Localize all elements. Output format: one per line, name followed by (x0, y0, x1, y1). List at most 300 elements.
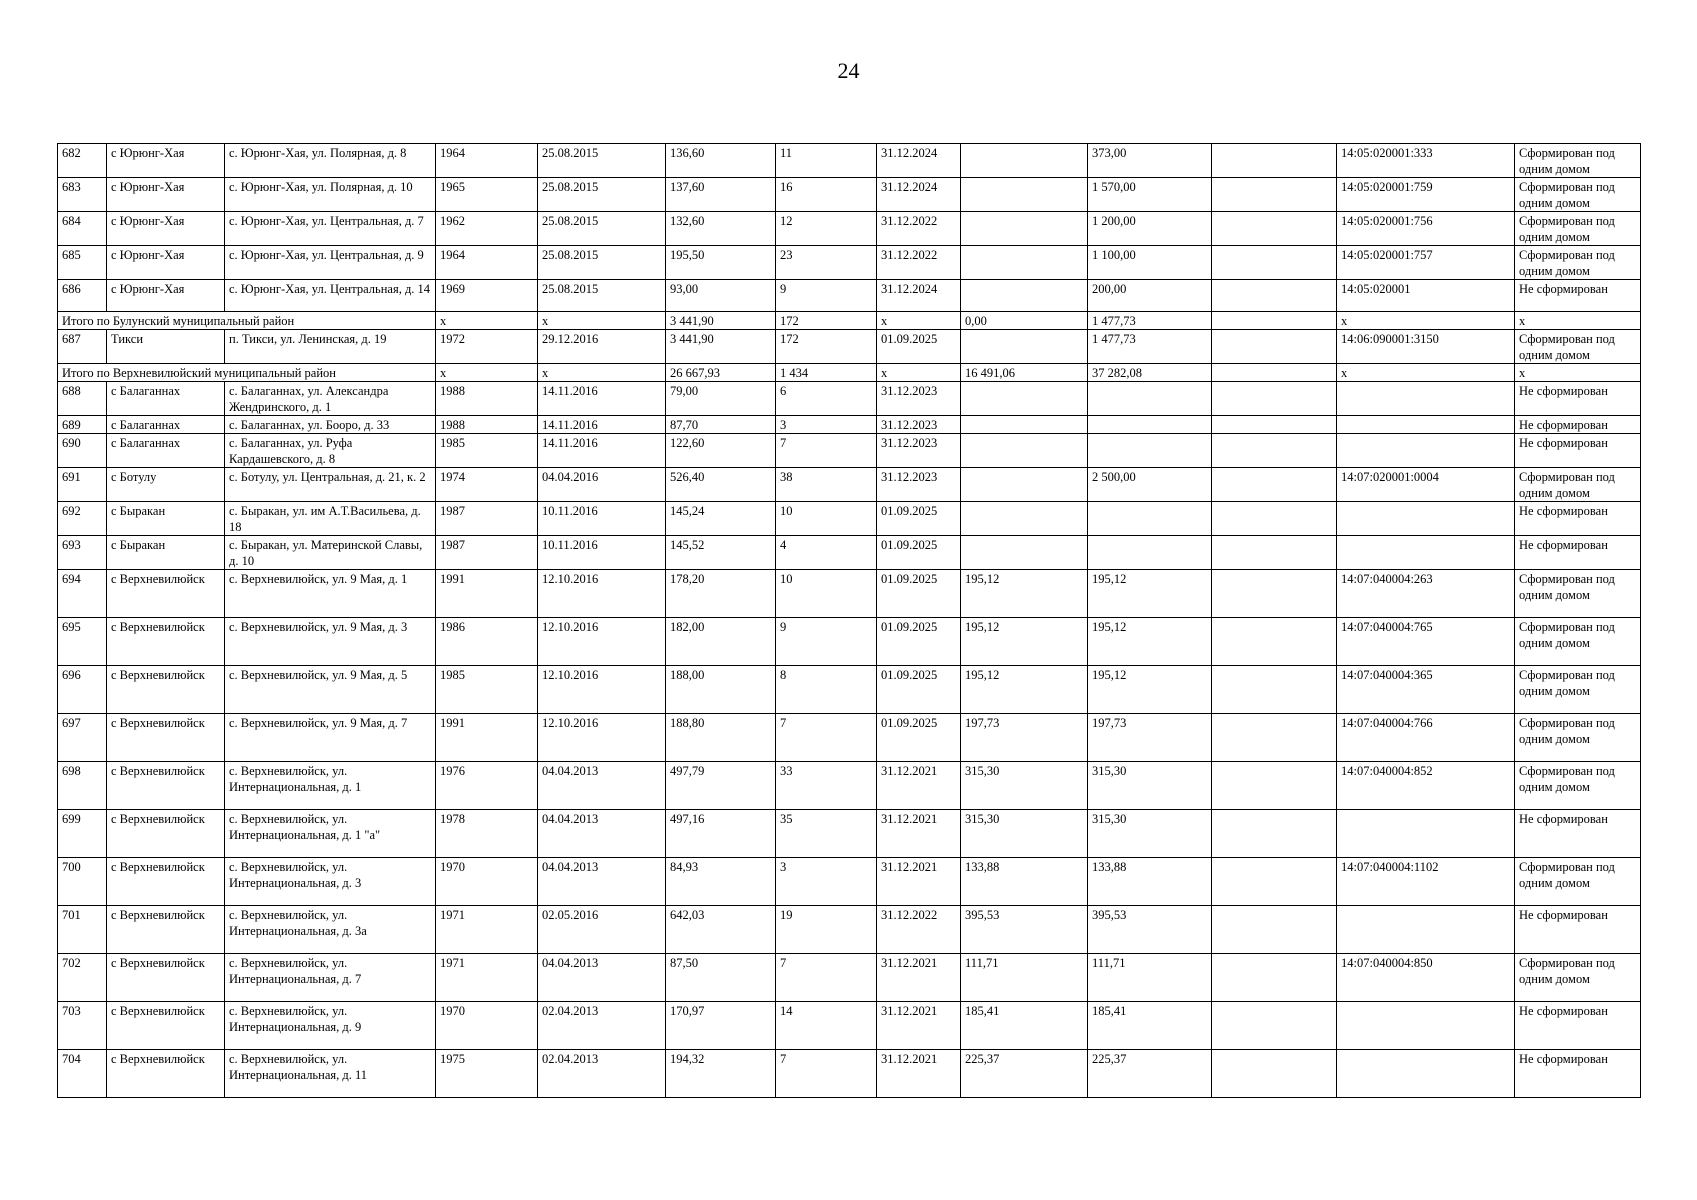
cell-residents: 10 (776, 570, 877, 618)
cell-year-built: 1978 (436, 810, 538, 858)
table-row (58, 858, 1641, 906)
cell-area-c: 373,00 (1088, 144, 1212, 178)
cell-area-c: 315,30 (1088, 810, 1212, 858)
table-row (58, 246, 1641, 280)
cell-row-number: 701 (58, 906, 107, 954)
cell-cadastral-number (1337, 1050, 1515, 1098)
cell-area-b (961, 178, 1088, 212)
cell-year-built: 1991 (436, 714, 538, 762)
cell-cadastral-number: 14:07:040004:263 (1337, 570, 1515, 618)
cell-address: с. Юрюнг-Хая, ул. Центральная, д. 9 (225, 246, 436, 280)
cell-address: с. Верхневилюйск, ул. Интернациональная, д. 1 "а" (225, 810, 436, 858)
cell-cadastral-number (1337, 810, 1515, 858)
cell-deadline: 31.12.2021 (877, 810, 961, 858)
cell-land-status: Сформирован под одним домом (1515, 330, 1641, 364)
cell-date: 04.04.2016 (538, 468, 666, 502)
cell-area: 194,32 (666, 1050, 776, 1098)
subtotal-label: Итого по Булунский муниципальный район (58, 312, 436, 330)
cell-address: с. Верхневилюйск, ул. Интернациональная, д. 1 (225, 762, 436, 810)
cell-row-number: 692 (58, 502, 107, 536)
cell-area-b: 133,88 (961, 858, 1088, 906)
cell-address: с. Юрюнг-Хая, ул. Центральная, д. 14 (225, 280, 436, 312)
cell-row-number: 689 (58, 416, 107, 434)
cell-land-status: Не сформирован (1515, 1002, 1641, 1050)
cell-address: с. Балаганнах, ул. Бооро, д. 33 (225, 416, 436, 434)
cell-empty-col (1212, 570, 1337, 618)
cell-land-status: Сформирован под одним домом (1515, 714, 1641, 762)
cell-settlement: с Верхневилюйск (107, 762, 225, 810)
cell-row-number: 694 (58, 570, 107, 618)
cell-empty-col (1212, 810, 1337, 858)
cell-settlement: с Верхневилюйск (107, 666, 225, 714)
subtotal-cell-area-c: 1 477,73 (1088, 312, 1212, 330)
cell-area: 84,93 (666, 858, 776, 906)
page-number: 24 (837, 58, 860, 83)
cell-address: с. Верхневилюйск, ул. 9 Мая, д. 7 (225, 714, 436, 762)
cell-date: 04.04.2013 (538, 954, 666, 1002)
cell-settlement: с Юрюнг-Хая (107, 212, 225, 246)
cell-empty-col (1212, 714, 1337, 762)
cell-row-number: 696 (58, 666, 107, 714)
cell-area: 145,24 (666, 502, 776, 536)
subtotal-cell-date: x (538, 364, 666, 382)
cell-area: 136,60 (666, 144, 776, 178)
cell-address: с. Балаганнах, ул. Руфа Кардашевского, д. 8 (225, 434, 436, 468)
cell-land-status: Не сформирован (1515, 502, 1641, 536)
cell-empty-col (1212, 246, 1337, 280)
subtotal-cell-year-built: x (436, 364, 538, 382)
subtotal-cell-empty-col (1212, 312, 1337, 330)
cell-residents: 12 (776, 212, 877, 246)
cell-deadline: 01.09.2025 (877, 666, 961, 714)
cell-area-b: 395,53 (961, 906, 1088, 954)
cell-deadline: 01.09.2025 (877, 570, 961, 618)
cell-land-status: Сформирован под одним домом (1515, 246, 1641, 280)
cell-cadastral-number: 14:05:020001:759 (1337, 178, 1515, 212)
cell-settlement: с Верхневилюйск (107, 1002, 225, 1050)
cell-cadastral-number (1337, 502, 1515, 536)
cell-cadastral-number: 14:07:040004:850 (1337, 954, 1515, 1002)
subtotal-cell-land-status: x (1515, 364, 1641, 382)
cell-empty-col (1212, 330, 1337, 364)
table-row (58, 536, 1641, 570)
cell-area: 182,00 (666, 618, 776, 666)
register-body (58, 144, 1641, 1098)
cell-row-number: 682 (58, 144, 107, 178)
cell-empty-col (1212, 858, 1337, 906)
cell-date: 02.05.2016 (538, 906, 666, 954)
cell-area-b: 197,73 (961, 714, 1088, 762)
table-row (58, 570, 1641, 618)
cell-land-status: Не сформирован (1515, 280, 1641, 312)
cell-deadline: 01.09.2025 (877, 618, 961, 666)
cell-empty-col (1212, 382, 1337, 416)
cell-residents: 19 (776, 906, 877, 954)
cell-area-c: 185,41 (1088, 1002, 1212, 1050)
table-row (58, 416, 1641, 434)
cell-row-number: 695 (58, 618, 107, 666)
cell-row-number: 697 (58, 714, 107, 762)
cell-address: с. Верхневилюйск, ул. 9 Мая, д. 1 (225, 570, 436, 618)
cell-area-c: 1 477,73 (1088, 330, 1212, 364)
cell-settlement: Тикси (107, 330, 225, 364)
cell-cadastral-number (1337, 416, 1515, 434)
cell-area-c: 395,53 (1088, 906, 1212, 954)
cell-deadline: 31.12.2024 (877, 178, 961, 212)
cell-date: 25.08.2015 (538, 212, 666, 246)
cell-area-b (961, 468, 1088, 502)
cell-date: 12.10.2016 (538, 570, 666, 618)
cell-area: 188,00 (666, 666, 776, 714)
cell-cadastral-number: 14:05:020001:756 (1337, 212, 1515, 246)
cell-cadastral-number (1337, 536, 1515, 570)
cell-empty-col (1212, 1050, 1337, 1098)
cell-row-number: 703 (58, 1002, 107, 1050)
cell-residents: 172 (776, 330, 877, 364)
cell-row-number: 702 (58, 954, 107, 1002)
cell-address: с. Ботулу, ул. Центральная, д. 21, к. 2 (225, 468, 436, 502)
cell-date: 12.10.2016 (538, 714, 666, 762)
subtotal-row (58, 364, 1641, 382)
subtotal-cell-area: 26 667,93 (666, 364, 776, 382)
cell-area-c (1088, 502, 1212, 536)
cell-cadastral-number (1337, 434, 1515, 468)
cell-address: с. Верхневилюйск, ул. Интернациональная, д. 9 (225, 1002, 436, 1050)
cell-settlement: с Верхневилюйск (107, 714, 225, 762)
cell-address: с. Юрюнг-Хая, ул. Полярная, д. 10 (225, 178, 436, 212)
cell-empty-col (1212, 666, 1337, 714)
cell-cadastral-number: 14:06:090001:3150 (1337, 330, 1515, 364)
cell-settlement: с Балаганнах (107, 382, 225, 416)
cell-residents: 14 (776, 1002, 877, 1050)
table-row (58, 212, 1641, 246)
cell-year-built: 1962 (436, 212, 538, 246)
cell-area: 526,40 (666, 468, 776, 502)
cell-area-b (961, 434, 1088, 468)
cell-land-status: Не сформирован (1515, 434, 1641, 468)
cell-year-built: 1965 (436, 178, 538, 212)
cell-land-status: Сформирован под одним домом (1515, 178, 1641, 212)
cell-area-b (961, 212, 1088, 246)
cell-area: 170,97 (666, 1002, 776, 1050)
cell-row-number: 683 (58, 178, 107, 212)
cell-cadastral-number: 14:05:020001:333 (1337, 144, 1515, 178)
cell-address: с. Верхневилюйск, ул. Интернациональная, д. 3 (225, 858, 436, 906)
cell-area-c: 225,37 (1088, 1050, 1212, 1098)
cell-empty-col (1212, 618, 1337, 666)
cell-cadastral-number: 14:07:040004:852 (1337, 762, 1515, 810)
cell-deadline: 31.12.2024 (877, 280, 961, 312)
cell-cadastral-number (1337, 1002, 1515, 1050)
table-row (58, 954, 1641, 1002)
cell-row-number: 687 (58, 330, 107, 364)
cell-date: 10.11.2016 (538, 502, 666, 536)
cell-residents: 38 (776, 468, 877, 502)
cell-address: с. Верхневилюйск, ул. 9 Мая, д. 5 (225, 666, 436, 714)
cell-residents: 33 (776, 762, 877, 810)
cell-area-c: 200,00 (1088, 280, 1212, 312)
subtotal-row (58, 312, 1641, 330)
cell-year-built: 1985 (436, 666, 538, 714)
cell-empty-col (1212, 536, 1337, 570)
table-row (58, 502, 1641, 536)
cell-land-status: Сформирован под одним домом (1515, 618, 1641, 666)
cell-date: 14.11.2016 (538, 434, 666, 468)
cell-year-built: 1970 (436, 858, 538, 906)
cell-area-b: 185,41 (961, 1002, 1088, 1050)
cell-empty-col (1212, 762, 1337, 810)
cell-land-status: Сформирован под одним домом (1515, 666, 1641, 714)
cell-settlement: с Быракан (107, 536, 225, 570)
subtotal-cell-deadline: x (877, 312, 961, 330)
cell-date: 12.10.2016 (538, 618, 666, 666)
cell-residents: 7 (776, 1050, 877, 1098)
subtotal-cell-deadline: x (877, 364, 961, 382)
cell-year-built: 1972 (436, 330, 538, 364)
cell-area-b: 195,12 (961, 618, 1088, 666)
cell-cadastral-number (1337, 906, 1515, 954)
table-row (58, 468, 1641, 502)
cell-residents: 6 (776, 382, 877, 416)
cell-land-status: Сформирован под одним домом (1515, 144, 1641, 178)
subtotal-cell-empty-col (1212, 364, 1337, 382)
cell-settlement: с Юрюнг-Хая (107, 178, 225, 212)
cell-area: 87,50 (666, 954, 776, 1002)
cell-residents: 7 (776, 434, 877, 468)
cell-row-number: 700 (58, 858, 107, 906)
cell-area: 137,60 (666, 178, 776, 212)
cell-land-status: Не сформирован (1515, 1050, 1641, 1098)
cell-address: с. Юрюнг-Хая, ул. Полярная, д. 8 (225, 144, 436, 178)
cell-settlement: с Балаганнах (107, 416, 225, 434)
cell-year-built: 1991 (436, 570, 538, 618)
cell-row-number: 704 (58, 1050, 107, 1098)
cell-residents: 10 (776, 502, 877, 536)
table-row (58, 666, 1641, 714)
subtotal-cell-year-built: x (436, 312, 538, 330)
cell-settlement: с Балаганнах (107, 434, 225, 468)
cell-area-b (961, 144, 1088, 178)
cell-deadline: 01.09.2025 (877, 536, 961, 570)
cell-address: с. Быракан, ул. им А.Т.Васильева, д. 18 (225, 502, 436, 536)
cell-row-number: 688 (58, 382, 107, 416)
cell-empty-col (1212, 212, 1337, 246)
cell-year-built: 1988 (436, 416, 538, 434)
cell-date: 14.11.2016 (538, 382, 666, 416)
cell-settlement: с Верхневилюйск (107, 906, 225, 954)
cell-residents: 8 (776, 666, 877, 714)
cell-residents: 35 (776, 810, 877, 858)
cell-area-b: 225,37 (961, 1050, 1088, 1098)
cell-area: 93,00 (666, 280, 776, 312)
subtotal-cell-area-b: 0,00 (961, 312, 1088, 330)
cell-area-c: 111,71 (1088, 954, 1212, 1002)
cell-empty-col (1212, 906, 1337, 954)
cell-cadastral-number: 14:07:040004:765 (1337, 618, 1515, 666)
cell-area-b (961, 502, 1088, 536)
cell-address: с. Юрюнг-Хая, ул. Центральная, д. 7 (225, 212, 436, 246)
cell-settlement: с Верхневилюйск (107, 954, 225, 1002)
cell-area: 79,00 (666, 382, 776, 416)
cell-cadastral-number: 14:07:040004:1102 (1337, 858, 1515, 906)
cell-cadastral-number: 14:07:040004:365 (1337, 666, 1515, 714)
cell-land-status: Сформирован под одним домом (1515, 954, 1641, 1002)
cell-area-b (961, 330, 1088, 364)
cell-area-c: 197,73 (1088, 714, 1212, 762)
cell-deadline: 01.09.2025 (877, 330, 961, 364)
cell-residents: 7 (776, 714, 877, 762)
subtotal-cell-cadastral-number: x (1337, 364, 1515, 382)
cell-date: 25.08.2015 (538, 144, 666, 178)
cell-deadline: 01.09.2025 (877, 502, 961, 536)
cell-deadline: 31.12.2021 (877, 954, 961, 1002)
cell-area: 87,70 (666, 416, 776, 434)
cell-area-b: 195,12 (961, 570, 1088, 618)
cell-row-number: 699 (58, 810, 107, 858)
cell-area-c: 195,12 (1088, 666, 1212, 714)
table-row (58, 618, 1641, 666)
table-row (58, 762, 1641, 810)
cell-date: 12.10.2016 (538, 666, 666, 714)
cell-residents: 3 (776, 416, 877, 434)
cell-area: 195,50 (666, 246, 776, 280)
cell-year-built: 1964 (436, 144, 538, 178)
cell-area: 497,79 (666, 762, 776, 810)
cell-area-b (961, 246, 1088, 280)
cell-date: 25.08.2015 (538, 280, 666, 312)
cell-row-number: 691 (58, 468, 107, 502)
cell-area: 145,52 (666, 536, 776, 570)
cell-area-c (1088, 382, 1212, 416)
cell-area-b (961, 280, 1088, 312)
cell-land-status: Не сформирован (1515, 536, 1641, 570)
subtotal-cell-cadastral-number: x (1337, 312, 1515, 330)
subtotal-cell-date: x (538, 312, 666, 330)
cell-land-status: Не сформирован (1515, 382, 1641, 416)
cell-year-built: 1969 (436, 280, 538, 312)
table-row (58, 810, 1641, 858)
cell-deadline: 01.09.2025 (877, 714, 961, 762)
cell-address: с. Верхневилюйск, ул. Интернациональная, д. 11 (225, 1050, 436, 1098)
cell-deadline: 31.12.2022 (877, 246, 961, 280)
cell-year-built: 1986 (436, 618, 538, 666)
cell-empty-col (1212, 1002, 1337, 1050)
cell-area-c: 195,12 (1088, 618, 1212, 666)
cell-deadline: 31.12.2021 (877, 762, 961, 810)
cell-residents: 9 (776, 280, 877, 312)
cell-area: 3 441,90 (666, 330, 776, 364)
cell-residents: 9 (776, 618, 877, 666)
cell-settlement: с Юрюнг-Хая (107, 280, 225, 312)
cell-residents: 11 (776, 144, 877, 178)
cell-address: с. Верхневилюйск, ул. Интернациональная, д. 7 (225, 954, 436, 1002)
cell-address: с. Балаганнах, ул. Александра Жендринского, д. 1 (225, 382, 436, 416)
table-row (58, 1050, 1641, 1098)
cell-settlement: с Верхневилюйск (107, 618, 225, 666)
cell-cadastral-number: 14:05:020001 (1337, 280, 1515, 312)
cell-area: 122,60 (666, 434, 776, 468)
cell-date: 04.04.2013 (538, 858, 666, 906)
cell-year-built: 1985 (436, 434, 538, 468)
cell-settlement: с Ботулу (107, 468, 225, 502)
table-row (58, 434, 1641, 468)
cell-area-c: 133,88 (1088, 858, 1212, 906)
subtotal-cell-residents: 1 434 (776, 364, 877, 382)
cell-year-built: 1974 (436, 468, 538, 502)
cell-residents: 4 (776, 536, 877, 570)
cell-date: 02.04.2013 (538, 1050, 666, 1098)
cell-address: с. Верхневилюйск, ул. Интернациональная, д. 3а (225, 906, 436, 954)
cell-deadline: 31.12.2022 (877, 212, 961, 246)
cell-year-built: 1964 (436, 246, 538, 280)
cell-area-b: 111,71 (961, 954, 1088, 1002)
cell-land-status: Сформирован под одним домом (1515, 762, 1641, 810)
cell-row-number: 686 (58, 280, 107, 312)
cell-area-c: 1 570,00 (1088, 178, 1212, 212)
table-row (58, 1002, 1641, 1050)
cell-residents: 7 (776, 954, 877, 1002)
cell-area-c (1088, 416, 1212, 434)
cell-row-number: 693 (58, 536, 107, 570)
cell-empty-col (1212, 954, 1337, 1002)
cell-year-built: 1970 (436, 1002, 538, 1050)
cell-deadline: 31.12.2023 (877, 434, 961, 468)
cell-residents: 3 (776, 858, 877, 906)
subtotal-cell-land-status: x (1515, 312, 1641, 330)
cell-date: 29.12.2016 (538, 330, 666, 364)
cell-settlement: с Верхневилюйск (107, 570, 225, 618)
cell-year-built: 1971 (436, 954, 538, 1002)
cell-settlement: с Верхневилюйск (107, 810, 225, 858)
cell-deadline: 31.12.2021 (877, 858, 961, 906)
table-row (58, 906, 1641, 954)
cell-empty-col (1212, 468, 1337, 502)
cell-residents: 23 (776, 246, 877, 280)
cell-area-c (1088, 536, 1212, 570)
cell-area-c: 315,30 (1088, 762, 1212, 810)
table-row (58, 330, 1641, 364)
cell-year-built: 1971 (436, 906, 538, 954)
cell-address: п. Тикси, ул. Ленинская, д. 19 (225, 330, 436, 364)
cell-residents: 16 (776, 178, 877, 212)
cell-date: 25.08.2015 (538, 246, 666, 280)
cell-area-b (961, 536, 1088, 570)
cell-date: 04.04.2013 (538, 810, 666, 858)
cell-deadline: 31.12.2023 (877, 468, 961, 502)
cell-empty-col (1212, 434, 1337, 468)
cell-area-c: 1 200,00 (1088, 212, 1212, 246)
cell-row-number: 685 (58, 246, 107, 280)
cell-area-b: 315,30 (961, 762, 1088, 810)
cell-land-status: Не сформирован (1515, 416, 1641, 434)
cell-area-c: 1 100,00 (1088, 246, 1212, 280)
cell-row-number: 690 (58, 434, 107, 468)
cell-year-built: 1987 (436, 502, 538, 536)
cell-area: 132,60 (666, 212, 776, 246)
cell-area-b (961, 416, 1088, 434)
cell-settlement: с Юрюнг-Хая (107, 144, 225, 178)
cell-area: 178,20 (666, 570, 776, 618)
cell-cadastral-number: 14:07:020001:0004 (1337, 468, 1515, 502)
cell-area-c: 195,12 (1088, 570, 1212, 618)
cell-settlement: с Быракан (107, 502, 225, 536)
cell-empty-col (1212, 178, 1337, 212)
cell-area: 497,16 (666, 810, 776, 858)
cell-cadastral-number: 14:05:020001:757 (1337, 246, 1515, 280)
cell-land-status: Сформирован под одним домом (1515, 212, 1641, 246)
cell-deadline: 31.12.2022 (877, 906, 961, 954)
cell-date: 02.04.2013 (538, 1002, 666, 1050)
